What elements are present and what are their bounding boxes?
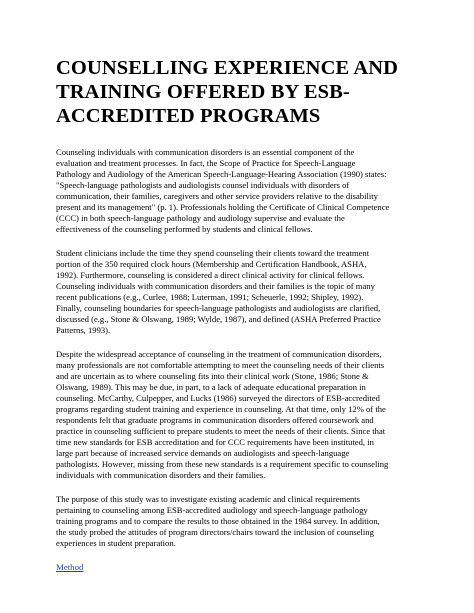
text-line: pathologists. However, missing from these new standards is a requirement specific to counseling <box>56 459 389 469</box>
text-line: Student clinicians include the time they spend counseling their clients toward the treatment <box>56 248 370 258</box>
text-line: training programs and to compare the results to those obtained in the 1984 survey. In addition, <box>56 516 380 526</box>
text-line: many professionals are not comfortable attempting to meet the counseling needs of their clients <box>56 360 385 370</box>
paragraph-purpose <box>56 494 416 549</box>
text-line: discussed (e.g., Stone & Olswang, 1989; Wylde, 1987), and defined (ASHA Preferred Practice <box>56 314 381 324</box>
text-line: Despite the widespread acceptance of counseling in the treatment of communication disorders, <box>56 349 382 359</box>
text-line: Patterns, 1993). <box>56 325 111 335</box>
text-line: time new standards for ESB accreditation and for CCC requirements have been instituted, in <box>56 437 374 447</box>
document-page <box>56 56 416 573</box>
title-line: TRAINING OFFERED BY ESB- <box>56 81 350 103</box>
text-line: experiences in student preparation. <box>56 538 176 548</box>
text-line: Counseling individuals with communication disorders is an essential component of the <box>56 147 355 157</box>
text-line: counseling. McCarthy, Culpepper, and Lucks (1986) surveyed the directors of ESB-accredited <box>56 393 380 403</box>
paragraph-acceptance <box>56 349 416 481</box>
paragraph-student-clinicians <box>56 248 416 336</box>
title-line: COUNSELLING EXPERIENCE AND <box>56 57 399 79</box>
text-line: practice in counseling sufficient to prepare students to meet the needs of their clients. Since that <box>56 426 386 436</box>
text-line: The purpose of this study was to investigate existing academic and clinical requirements <box>56 494 361 504</box>
text-line: (CCC) in both speech-language pathology and audiology supervise and evaluate the <box>56 213 345 223</box>
text-line: portion of the 350 required clock hours (Membership and Certification Handbook, ASHA, <box>56 259 367 269</box>
text-line: individuals with communication disorders and their families. <box>56 470 266 480</box>
title-line: ACCREDITED PROGRAMS <box>56 105 321 127</box>
text-line: "Speech-language pathologists and audiologists counsel individuals with disorders of <box>56 180 350 190</box>
text-line: the study probed the attitudes of program directors/chairs toward the inclusion of counseling <box>56 527 374 537</box>
text-line: Finally, counseling boundaries for speech-language pathologists and audiologists are clarified, <box>56 303 381 313</box>
text-line: 1992). Furthermore, counseling is considered a direct clinical activity for clinical fellows. <box>56 270 365 280</box>
text-line: pertaining to counseling among ESB-accredited audiology and speech-language pathology <box>56 505 368 515</box>
text-line: programs regarding student training and experience in counseling. At that time, only 12% of the <box>56 404 386 414</box>
text-line: large part because of increased service demands on audiologists and speech-language <box>56 448 350 458</box>
text-line: Olswang, 1989). This may be due, in part, to a lack of adequate educational preparation in <box>56 382 366 392</box>
text-line: and are uncertain as to where counseling fits into their clinical work (Stone, 1986; Stone & <box>56 371 369 381</box>
document-title <box>56 56 416 128</box>
text-line: communication, their families, caregivers and other service providers relative to the disability <box>56 191 378 201</box>
text-line: effectiveness of the counseling performed by students and clinical fellows. <box>56 224 313 234</box>
paragraph-intro <box>56 147 416 235</box>
text-line: respondents felt that graduate programs in communication disorders offered coursework and <box>56 415 374 425</box>
text-line: Pathology and Audiology of the American Speech-Language-Hearing Association (1990) states: <box>56 169 387 179</box>
text-line: present and its management" (p. 1). Professionals holding the Certificate of Clinical Competence <box>56 202 390 212</box>
text-line: Counseling individuals with communication disorders and their families is the topic of many <box>56 281 375 291</box>
text-line: recent publications (e.g., Curlee, 1988; Luterman, 1991; Scheuerle, 1992; Shipley, 1992). <box>56 292 364 302</box>
method-link[interactable]: Method <box>56 562 84 572</box>
text-line: evaluation and treatment processes. In fact, the Scope of Practice for Speech-Language <box>56 158 356 168</box>
